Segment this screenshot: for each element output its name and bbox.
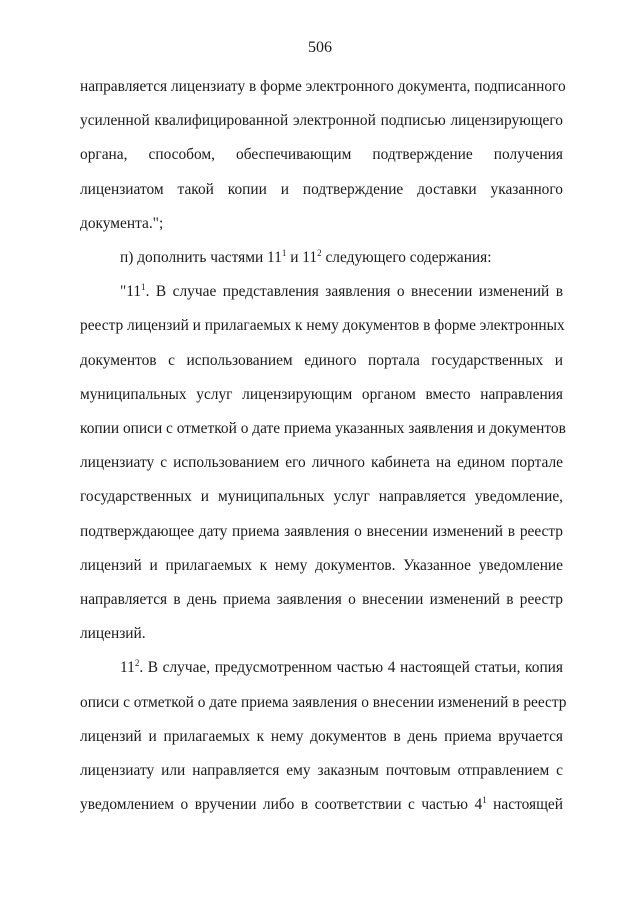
text-line: лицензий и прилагаемых к нему документов. Указанное уведомление	[80, 556, 563, 574]
text-line	[80, 275, 563, 309]
text-line: усиленной квалифицированной электронной подписью лицензирующего	[80, 112, 563, 130]
superscript: 1	[482, 795, 487, 806]
paragraph-item-p	[80, 241, 563, 275]
text-line: копии описи с отметкой о дате приема указанных заявления и документов	[80, 420, 566, 438]
text-line: документа.";	[80, 214, 164, 232]
text-line	[80, 788, 563, 822]
text-line: реестр лицензий и прилагаемых к нему документов в форме электронных	[80, 317, 565, 335]
text-line: органа, способом, обеспечивающим подтверждение получения	[80, 146, 563, 164]
superscript: 1	[281, 248, 287, 259]
text-line: государственных и муниципальных услуг направляется уведомление,	[80, 488, 563, 506]
text-line: лицензиату с использованием его личного кабинета на едином портале	[80, 454, 563, 472]
page-number: 506	[308, 39, 332, 56]
text-line: подтверждающее дату приема заявления о внесении изменений в реестр	[80, 522, 563, 540]
text-line	[80, 651, 563, 685]
paragraph-continuation	[80, 70, 566, 241]
superscript: 2	[134, 658, 140, 669]
text-segment: . В случае представления заявления о внесении изменений в	[145, 283, 563, 301]
text-line: документов с использованием единого портала государственных и	[80, 351, 563, 369]
text-line: направляется в день приема заявления о внесении изменений в реестр	[80, 591, 563, 609]
text-segment: 11	[120, 659, 135, 677]
text-line	[80, 241, 563, 275]
text-line: описи с отметкой о дате приема заявления о внесении изменений в реестр	[80, 693, 567, 711]
text-segment: уведомлением о вручении либо в соответствии с частью 4	[80, 796, 483, 814]
text-segment: и 11	[286, 249, 318, 267]
text-segment: следующего содержания:	[321, 249, 492, 267]
paragraph-part-11-1	[80, 275, 566, 651]
text-segment: п) дополнить частями 11	[120, 249, 282, 267]
paragraph-part-11-2	[80, 651, 567, 822]
text-segment: "11	[120, 283, 142, 301]
text-segment: . В случае, предусмотренном частью 4 настоящей статьи, копия	[139, 659, 563, 677]
text-line: лицензиату или направляется ему заказным почтовым отправлением с	[80, 762, 563, 780]
text-line: направляется лицензиату в форме электронного документа, подписанного	[80, 78, 566, 95]
text-line: лицензиатом такой копии и подтверждение доставки указанного	[80, 180, 563, 198]
text-line: лицензий.	[80, 625, 146, 643]
superscript: 2	[317, 248, 322, 259]
document-body	[80, 70, 567, 822]
text-line: лицензий и прилагаемых к нему документов в день приема вручается	[80, 727, 563, 745]
text-segment: настоящей	[486, 796, 563, 814]
superscript: 1	[141, 282, 146, 293]
text-line: муниципальных услуг лицензирующим органом вместо направления	[80, 385, 563, 403]
